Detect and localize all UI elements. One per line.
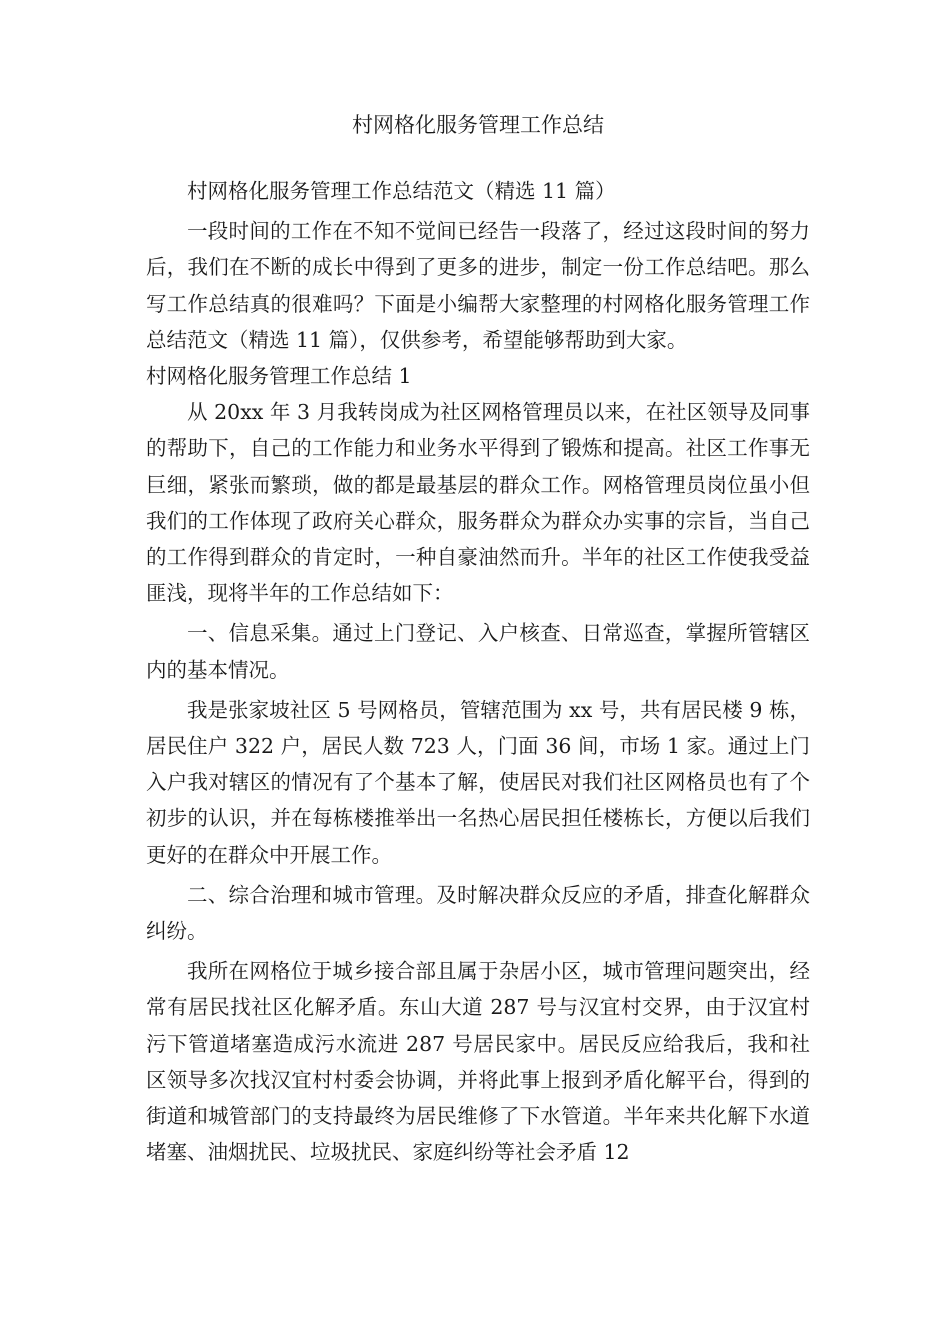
body-paragraph: 我所在网格位于城乡接合部且属于杂居小区，城市管理问题突出，经常有居民找社区化解矛盾。东山大道 287 号与汉宜村交界，由于汉宜村污下管道堵塞造成污水流进 287 号居民家中。居民反应给我后，我和社区领导多次找汉宜村村委会协调，并将此事上报到矛盾化解平台，得到的街道和城管部门的支持最终为居民维修了下水管道。半年来共化解下水道堵塞、油烟扰民、垃圾扰民、家庭纠纷等社会矛盾 12 — [146, 959, 810, 1165]
body-paragraph: 一、信息采集。通过上门登记、入户核查、日常巡查，掌握所管辖区内的基本情况。 — [146, 621, 810, 682]
subtitle-paragraph: 村网格化服务管理工作总结范文（精选 11 篇） — [187, 179, 616, 203]
body-paragraph: 我是张家坡社区 5 号网格员，管辖范围为 xx 号，共有居民楼 9 栋，居民住户 322 户，居民人数 723 人，门面 36 间，市场 1 家。通过上门入户我对辖区的情况有了个基本了解，使居民对我们社区网格员也有了个初步的认识，并在每栋楼推举出一名热心居民担任楼栋长，方便以后我们更好的在群众中开展工作。 — [146, 697, 810, 867]
document-body — [146, 173, 810, 1170]
body-paragraph: 二、综合治理和城市管理。及时解决群众反应的矛盾，排查化解群众纠纷。 — [146, 882, 810, 944]
body-paragraph: 从 20xx 年 3 月我转岗成为社区网格管理员以来，在社区领导及同事的帮助下，自己的工作能力和业务水平得到了锻炼和提高。社区工作事无巨细，紧张而繁琐，做的都是最基层的群众工作。网格管理员岗位虽小但我们的工作体现了政府关心群众，服务群众为群众办实事的宗旨，当自己的工作得到群众的肯定时，一种自豪油然而升。半年的社区工作使我受益匪浅，现将半年的工作总结如下： — [146, 400, 810, 606]
section-heading: 村网格化服务管理工作总结 1 — [146, 364, 412, 389]
intro-paragraph: 一段时间的工作在不知不觉间已经告一段落了，经过这段时间的努力后，我们在不断的成长中得到了更多的进步，制定一份工作总结吧。那么写工作总结真的很难吗？下面是小编帮大家整理的村网格化服务管理工作总结范文（精选 11 篇），仅供参考，希望能够帮助到大家。 — [146, 219, 810, 352]
document-title: 村网格化服务管理工作总结 — [352, 113, 604, 137]
